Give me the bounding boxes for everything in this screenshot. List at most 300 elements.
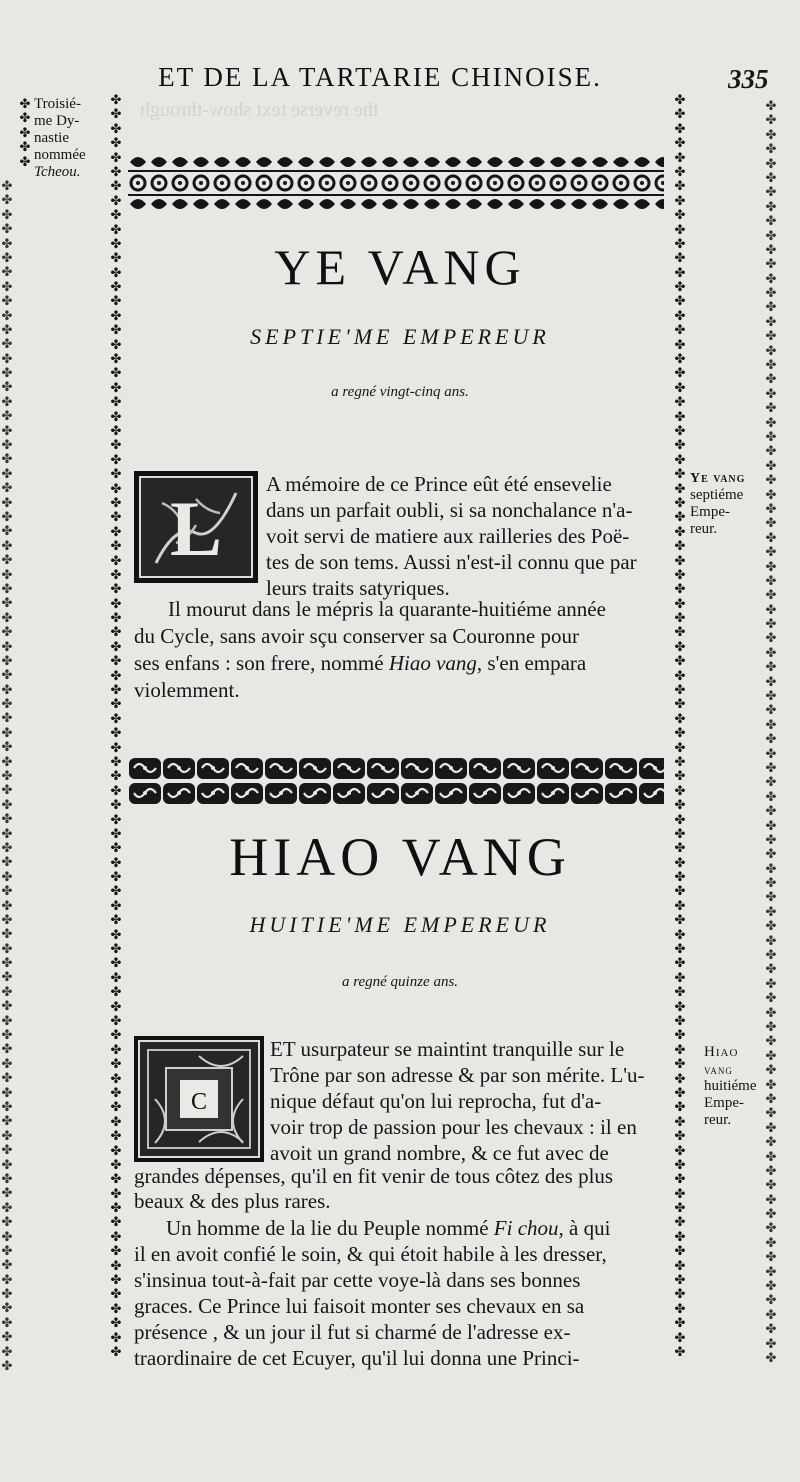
star-ornament-icon: ✤ (674, 1301, 686, 1317)
star-ornament-icon: ✤ (674, 94, 686, 108)
star-ornament-icon: ✤ (674, 1201, 686, 1217)
margin-note-line: huitiéme (704, 1078, 757, 1094)
star-ornament-icon: ✤ (1, 682, 13, 698)
star-ornament-icon: ✤ (674, 121, 686, 137)
star-ornament-icon: ✤ (674, 1258, 686, 1274)
star-ornament-icon: ✤ (110, 1100, 122, 1116)
star-ornament-icon: ✤ (674, 481, 686, 497)
star-ornament-icon: ✤ (674, 841, 686, 857)
star-ornament-icon: ✤ (674, 395, 686, 411)
text-line: du Cycle, sans avoir sçu conserver sa Couronne pour (134, 624, 579, 648)
star-ornament-icon: ✤ (674, 596, 686, 612)
star-ornament-icon: ✤ (110, 654, 122, 670)
star-ornament-icon: ✤ (674, 1071, 686, 1087)
text-fragment: ses enfans : son frere, nommé (134, 651, 384, 675)
star-ornament-icon: ✤ (1, 769, 13, 785)
star-ornament-icon: ✤ (674, 812, 686, 828)
star-ornament-icon: ✤ (110, 942, 122, 958)
text-line: nique défaut qu'on lui reprocha, fut d'a- (270, 1089, 602, 1113)
text-line: voir trop de passion pour les chevaux : il en (270, 1115, 637, 1139)
text-line: violemment. (134, 678, 240, 702)
star-ornament-icon: ✤ (1, 308, 13, 324)
star-ornament-icon: ✤ (110, 495, 122, 511)
star-ornament-icon: ✤ (1, 538, 13, 554)
text-line: A mémoire de ce Prince eût été ensevelie (266, 472, 612, 496)
star-ornament-icon: ✤ (765, 343, 777, 359)
star-ornament-icon: ✤ (674, 668, 686, 684)
star-ornament-icon: ✤ (1, 1056, 13, 1072)
star-ornament-icon: ✤ (1, 1258, 13, 1274)
ornament-scroll-icon (128, 756, 664, 806)
star-ornament-icon: ✤ (1, 207, 13, 223)
text-fragment: , s'en empara (476, 651, 587, 675)
star-ornament-icon: ✤ (765, 1264, 777, 1280)
star-ornament-icon: ✤ (110, 1028, 122, 1044)
star-ornament-icon: ✤ (765, 545, 777, 561)
star-ornament-icon: ✤ (1, 826, 13, 842)
text-line: s'insinua tout-à-fait par cette voye-là dans ses bonnes (134, 1268, 581, 1292)
star-ornament-icon: ✤ (1, 1287, 13, 1303)
dropcap-l (134, 471, 258, 583)
star-ornament-icon: ✤ (765, 358, 777, 374)
star-ornament-icon: ✤ (674, 366, 686, 382)
star-ornament-icon: ✤ (1, 898, 13, 914)
star-ornament-icon: ✤ (1, 1215, 13, 1231)
text-line: voit servi de matiere aux railleries des Poë- (266, 524, 630, 548)
star-ornament-icon: ✤ (1, 250, 13, 266)
star-ornament-icon: ✤ (674, 1287, 686, 1303)
margin-note-line: septiéme (690, 487, 744, 503)
star-ornament-icon: ✤ (765, 775, 777, 791)
star-ornament-icon: ✤ (110, 136, 122, 152)
star-ornament-icon: ✤ (110, 452, 122, 468)
margin-note-line: me Dy- (34, 113, 80, 129)
star-ornament-icon: ✤ (765, 1048, 777, 1064)
section-subtitle-ye-vang: SEPTIE'ME EMPEREUR (250, 324, 550, 349)
star-ornament-icon: ✤ (110, 913, 122, 929)
star-ornament-icon: ✤ (765, 1149, 777, 1165)
star-ornament-icon: ✤ (765, 660, 777, 676)
star-ornament-icon: ✤ (674, 999, 686, 1015)
star-ornament-icon: ✤ (765, 127, 777, 143)
star-ornament-icon: ✤ (1, 1013, 13, 1029)
star-ornament-icon: ✤ (674, 1143, 686, 1159)
star-ornament-icon: ✤ (765, 602, 777, 618)
star-ornament-icon: ✤ (110, 798, 122, 814)
star-ornament-icon: ✤ (1, 1114, 13, 1130)
star-ornament-icon: ✤ (1, 222, 13, 238)
star-ornament-icon: ✤ (1, 1100, 13, 1115)
star-ornament-icon: ✤ (765, 1020, 777, 1035)
star-ornament-icon: ✤ (1, 1344, 13, 1360)
star-ornament-icon: ✤ (1, 797, 13, 813)
text-fragment: Un homme de la lie du Peuple nommé (166, 1216, 489, 1240)
star-ornament-icon: ✤ (1, 596, 13, 612)
star-ornament-icon: ✤ (765, 689, 777, 705)
star-ornament-icon: ✤ (110, 467, 122, 483)
star-ornament-icon: ✤ (765, 1034, 777, 1050)
star-ornament-icon: ✤ (674, 352, 686, 368)
outer-left-star-border (0, 180, 14, 1380)
star-ornament-icon: ✤ (110, 164, 122, 180)
star-ornament-icon: ✤ (765, 804, 777, 820)
star-ornament-icon: ✤ (765, 429, 777, 445)
star-ornament-icon: ✤ (1, 970, 13, 986)
star-ornament-icon: ✤ (110, 395, 122, 411)
star-ornament-icon: ✤ (110, 927, 122, 943)
text-line: traordinaire de cet Ecuyer, qu'il lui donna une Princi- (134, 1346, 580, 1370)
star-ornament-icon: ✤ (1, 1315, 13, 1331)
star-ornament-icon: ✤ (1, 1186, 13, 1202)
star-ornament-icon: ✤ (1, 668, 13, 684)
star-ornament-icon: ✤ (765, 1322, 777, 1338)
star-ornament-icon: ✤ (1, 294, 13, 310)
star-ornament-icon: ✤ (674, 323, 686, 339)
star-ornament-icon: ✤ (765, 415, 777, 431)
star-ornament-icon: ✤ (110, 1215, 122, 1231)
star-ornament-icon: ✤ (110, 1014, 122, 1029)
star-ornament-icon: ✤ (1, 855, 13, 871)
section-title-hiao-vang: HIAO VANG (229, 827, 571, 887)
star-ornament-icon: ✤ (110, 1042, 122, 1058)
star-ornament-icon: ✤ (674, 1186, 686, 1202)
star-ornament-icon: ✤ (674, 1114, 686, 1130)
star-ornament-icon: ✤ (110, 841, 122, 857)
star-ornament-icon: ✤ (110, 409, 122, 425)
star-ornament-icon: ✤ (674, 510, 686, 526)
reign-note-ye-vang: a regné vingt-cinq ans. (331, 384, 469, 400)
star-ornament-icon: ✤ (1, 394, 13, 410)
star-ornament-icon: ✤ (765, 1307, 777, 1323)
star-ornament-icon: ✤ (1, 409, 13, 425)
star-ornament-icon: ✤ (765, 1350, 777, 1366)
star-ornament-icon: ✤ (765, 1192, 777, 1208)
star-ornament-icon: ✤ (674, 898, 686, 914)
star-ornament-icon: ✤ (765, 286, 777, 302)
star-ornament-icon: ✤ (674, 1229, 686, 1245)
star-ornament-icon: ✤ (110, 625, 122, 641)
text-fragment: , à qui (558, 1216, 611, 1240)
star-ornament-icon: ✤ (674, 1344, 686, 1360)
star-ornament-icon: ✤ (674, 107, 686, 123)
star-ornament-icon: ✤ (674, 913, 686, 929)
star-ornament-icon: ✤ (765, 242, 777, 258)
star-ornament-icon: ✤ (19, 140, 31, 156)
star-ornament-icon: ✤ (1, 610, 13, 626)
star-ornament-icon: ✤ (110, 121, 122, 137)
star-ornament-icon: ✤ (110, 1273, 122, 1289)
star-ornament-icon: ✤ (674, 524, 686, 540)
star-ornament-icon: ✤ (765, 444, 777, 460)
star-ornament-icon: ✤ (674, 654, 686, 670)
star-ornament-icon: ✤ (1, 337, 13, 353)
star-ornament-icon: ✤ (1, 754, 13, 770)
star-ornament-icon: ✤ (674, 1042, 686, 1058)
star-ornament-icon: ✤ (674, 409, 686, 425)
star-ornament-icon: ✤ (674, 495, 686, 511)
star-ornament-icon: ✤ (110, 956, 122, 972)
star-ornament-icon: ✤ (1, 366, 13, 382)
star-ornament-icon: ✤ (110, 524, 122, 540)
star-ornament-icon: ✤ (110, 812, 122, 828)
star-ornament-icon: ✤ (765, 1091, 777, 1107)
star-ornament-icon: ✤ (110, 1143, 122, 1159)
star-ornament-icon: ✤ (19, 125, 31, 141)
svg-text:L: L (169, 485, 223, 572)
star-ornament-icon: ✤ (765, 962, 777, 978)
star-ornament-icon: ✤ (765, 1135, 777, 1151)
star-ornament-icon: ✤ (1, 180, 13, 194)
middle-ornament-band (128, 756, 664, 806)
star-ornament-icon: ✤ (1, 1243, 13, 1259)
star-ornament-icon: ✤ (674, 1215, 686, 1231)
star-ornament-icon: ✤ (1, 1028, 13, 1044)
star-ornament-icon: ✤ (765, 1063, 777, 1079)
star-ornament-icon: ✤ (674, 1057, 686, 1073)
star-ornament-icon: ✤ (765, 1163, 777, 1179)
star-ornament-icon: ✤ (110, 179, 122, 195)
star-ornament-icon: ✤ (765, 1336, 777, 1352)
right-margin-note-hiao-vang (704, 1044, 764, 1129)
star-ornament-icon: ✤ (674, 1100, 686, 1116)
star-ornament-icon: ✤ (1, 1359, 13, 1375)
star-ornament-icon: ✤ (765, 1221, 777, 1237)
star-ornament-icon: ✤ (1, 524, 13, 540)
star-ornament-icon: ✤ (765, 257, 777, 273)
margin-note-line: Troisié- (34, 96, 81, 112)
dropcap-c (134, 1036, 264, 1162)
star-ornament-icon: ✤ (765, 386, 777, 402)
star-ornament-icon: ✤ (674, 193, 686, 209)
star-ornament-icon: ✤ (110, 294, 122, 310)
star-ornament-icon: ✤ (674, 740, 686, 756)
star-ornament-icon: ✤ (1, 279, 13, 295)
star-ornament-icon: ✤ (765, 113, 777, 129)
text-line: présence , & un jour il fut si charmé de l'adresse ex- (134, 1320, 571, 1344)
star-ornament-icon: ✤ (1, 1042, 13, 1058)
star-ornament-icon: ✤ (674, 956, 686, 972)
star-ornament-icon: ✤ (1, 1301, 13, 1317)
show-through: the reverse text show-through (140, 99, 379, 121)
star-ornament-icon: ✤ (765, 458, 777, 474)
star-ornament-icon: ✤ (765, 329, 777, 345)
star-ornament-icon: ✤ (110, 567, 122, 583)
star-ornament-icon: ✤ (765, 789, 777, 805)
star-ornament-icon: ✤ (765, 890, 777, 906)
star-ornament-icon: ✤ (765, 832, 777, 848)
star-ornament-icon: ✤ (674, 783, 686, 799)
star-ornament-icon: ✤ (674, 870, 686, 886)
star-ornament-icon: ✤ (674, 1273, 686, 1289)
star-ornament-icon: ✤ (1, 941, 13, 957)
star-ornament-icon: ✤ (110, 769, 122, 785)
star-ornament-icon: ✤ (674, 985, 686, 1001)
star-ornament-icon: ✤ (765, 703, 777, 719)
star-ornament-icon: ✤ (674, 236, 686, 252)
star-ornament-icon: ✤ (110, 308, 122, 324)
star-ornament-icon: ✤ (1, 236, 13, 252)
star-ornament-icon: ✤ (110, 985, 122, 1001)
star-ornament-icon: ✤ (110, 1316, 122, 1332)
star-ornament-icon: ✤ (674, 280, 686, 296)
star-ornament-icon: ✤ (1, 1085, 13, 1101)
star-ornament-icon: ✤ (110, 1287, 122, 1303)
star-ornament-icon: ✤ (765, 401, 777, 417)
star-ornament-icon: ✤ (110, 855, 122, 871)
star-ornament-icon: ✤ (1, 509, 13, 525)
star-ornament-icon: ✤ (1, 193, 13, 209)
star-ornament-icon: ✤ (110, 366, 122, 382)
star-ornament-icon: ✤ (110, 280, 122, 296)
star-ornament-icon: ✤ (765, 991, 777, 1007)
star-ornament-icon: ✤ (110, 1201, 122, 1217)
margin-note-line: Empe- (704, 1095, 744, 1111)
star-ornament-icon: ✤ (110, 553, 122, 569)
star-ornament-icon: ✤ (765, 100, 777, 114)
margin-note-caps: Hiao (704, 1044, 739, 1060)
star-ornament-icon: ✤ (674, 265, 686, 281)
star-ornament-icon: ✤ (674, 798, 686, 814)
star-ornament-icon: ✤ (110, 438, 122, 454)
dropcap-l-icon (136, 473, 256, 581)
star-ornament-icon: ✤ (110, 639, 122, 655)
star-ornament-icon: ✤ (1, 1200, 13, 1216)
text-line: beaux & des plus rares. (134, 1189, 331, 1213)
star-ornament-icon: ✤ (110, 423, 122, 439)
star-ornament-icon: ✤ (1, 452, 13, 468)
star-ornament-icon: ✤ (19, 111, 31, 127)
star-ornament-icon: ✤ (674, 423, 686, 439)
star-ornament-icon: ✤ (674, 294, 686, 310)
star-ornament-icon: ✤ (110, 1186, 122, 1202)
star-ornament-icon: ✤ (765, 228, 777, 244)
star-ornament-icon: ✤ (1, 1157, 13, 1173)
star-ornament-icon: ✤ (674, 683, 686, 699)
star-ornament-icon: ✤ (674, 1244, 686, 1260)
star-ornament-icon: ✤ (674, 769, 686, 785)
star-ornament-icon: ✤ (110, 1172, 122, 1188)
running-head: ET DE LA TARTARIE CHINOISE. (158, 62, 602, 92)
star-ornament-icon: ✤ (110, 1129, 122, 1145)
star-ornament-icon: ✤ (110, 1229, 122, 1245)
star-ornament-icon: ✤ (674, 1085, 686, 1101)
ornament-pattern-icon (128, 152, 664, 214)
star-ornament-icon: ✤ (1, 984, 13, 1000)
star-ornament-icon: ✤ (765, 487, 777, 503)
person-name-hiao-vang: Hiao vang (388, 651, 477, 675)
star-ornament-icon: ✤ (674, 539, 686, 555)
star-ornament-icon: ✤ (674, 467, 686, 483)
star-ornament-icon: ✤ (674, 927, 686, 943)
section-subtitle-hiao-vang: HUITIE'ME EMPEREUR (249, 912, 551, 937)
star-ornament-icon: ✤ (110, 1244, 122, 1260)
star-ornament-icon: ✤ (765, 1250, 777, 1266)
text-line: dans un parfait oubli, si sa nonchalance n'a- (266, 498, 633, 522)
star-ornament-icon: ✤ (765, 674, 777, 690)
star-ornament-icon: ✤ (765, 214, 777, 230)
star-ornament-icon: ✤ (765, 617, 777, 633)
star-ornament-icon: ✤ (674, 754, 686, 770)
section-title-ye-vang: YE VANG (274, 239, 526, 295)
star-ornament-icon: ✤ (674, 136, 686, 152)
star-ornament-icon: ✤ (110, 1157, 122, 1173)
star-ornament-icon: ✤ (110, 740, 122, 756)
left-margin-note (34, 96, 110, 181)
star-ornament-icon: ✤ (674, 826, 686, 842)
star-ornament-icon: ✤ (674, 1330, 686, 1346)
star-ornament-icon: ✤ (765, 861, 777, 877)
star-ornament-icon: ✤ (1, 956, 13, 972)
star-ornament-icon: ✤ (674, 1014, 686, 1029)
star-ornament-icon: ✤ (674, 1129, 686, 1145)
star-ornament-icon: ✤ (765, 645, 777, 661)
star-ornament-icon: ✤ (765, 746, 777, 762)
star-ornament-icon: ✤ (765, 948, 777, 964)
star-ornament-icon: ✤ (110, 870, 122, 886)
star-ornament-icon: ✤ (765, 1178, 777, 1194)
star-ornament-icon: ✤ (110, 323, 122, 339)
star-ornament-icon: ✤ (1, 653, 13, 669)
star-ornament-icon: ✤ (19, 154, 31, 170)
star-ornament-icon: ✤ (110, 754, 122, 770)
text-line: Trône par son adresse & par son mérite. L'u- (270, 1063, 645, 1087)
star-ornament-icon: ✤ (765, 185, 777, 201)
star-ornament-icon: ✤ (674, 942, 686, 958)
star-ornament-icon: ✤ (1, 1171, 13, 1187)
text-line: graces. Ce Prince lui faisoit monter ses chevaux en sa (134, 1294, 585, 1318)
star-ornament-icon: ✤ (765, 473, 777, 489)
star-ornament-icon: ✤ (674, 711, 686, 727)
star-ornament-icon: ✤ (674, 337, 686, 353)
star-ornament-icon: ✤ (765, 876, 777, 892)
star-ornament-icon: ✤ (1, 1330, 13, 1346)
margin-note-line: nastie (34, 130, 69, 146)
star-ornament-icon: ✤ (674, 179, 686, 195)
reign-note-hiao-vang: a regné quinze ans. (341, 974, 459, 990)
star-ornament-icon: ✤ (1, 740, 13, 756)
star-ornament-icon: ✤ (110, 999, 122, 1015)
star-ornament-icon: ✤ (674, 208, 686, 224)
star-ornament-icon: ✤ (110, 783, 122, 799)
star-ornament-icon: ✤ (765, 142, 777, 158)
star-ornament-icon: ✤ (674, 1157, 686, 1173)
star-ornament-icon: ✤ (1, 1272, 13, 1288)
person-name-fi-chou: Fi chou (493, 1216, 559, 1240)
star-ornament-icon: ✤ (765, 904, 777, 920)
star-ornament-icon: ✤ (110, 1114, 122, 1130)
star-ornament-icon: ✤ (1, 625, 13, 641)
star-ornament-icon: ✤ (1, 869, 13, 885)
star-ornament-icon: ✤ (110, 1071, 122, 1087)
margin-note-caps: vang (704, 1062, 733, 1077)
text-line: avoit un grand nombre, & ce fut avec de (270, 1141, 609, 1165)
star-ornament-icon: ✤ (110, 1344, 122, 1360)
star-ornament-icon: ✤ (674, 1172, 686, 1188)
star-ornament-icon: ✤ (674, 251, 686, 267)
star-ornament-icon: ✤ (110, 193, 122, 209)
dropcap-c-icon (136, 1038, 262, 1160)
star-ornament-icon: ✤ (1, 884, 13, 900)
star-ornament-icon: ✤ (674, 726, 686, 742)
star-ornament-icon: ✤ (674, 567, 686, 583)
star-ornament-icon: ✤ (110, 337, 122, 353)
star-ornament-icon: ✤ (110, 826, 122, 842)
star-ornament-icon: ✤ (110, 208, 122, 224)
star-ornament-icon: ✤ (1, 711, 13, 727)
star-ornament-icon: ✤ (765, 1207, 777, 1223)
star-ornament-icon: ✤ (765, 559, 777, 575)
star-ornament-icon: ✤ (110, 726, 122, 742)
